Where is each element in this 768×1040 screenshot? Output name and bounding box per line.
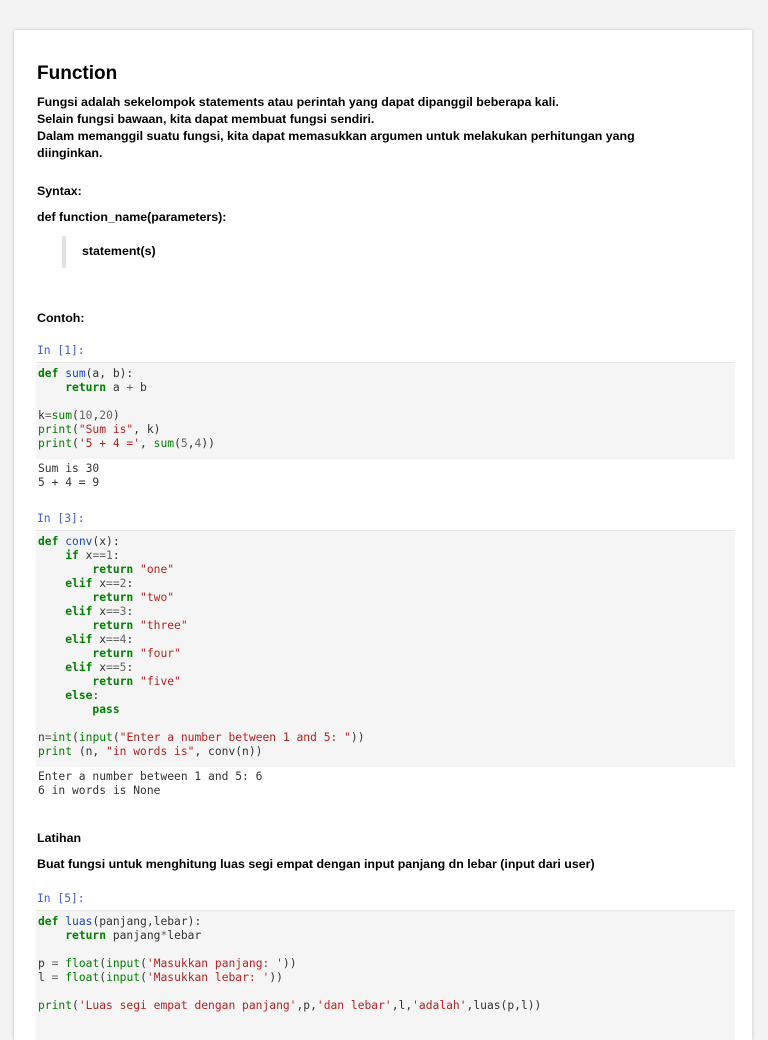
intro-line: Dalam memanggil suatu fungsi, kita dapat memasukkan argumen untuk melakukan perhitungan yang	[37, 129, 635, 143]
cell-output	[38, 462, 99, 490]
intro-paragraph	[37, 94, 737, 162]
syntax-def: def function_name(parameters):	[37, 210, 227, 224]
code-cell[interactable]: def luas(panjang,lebar): return panjang*lebar p = float(input('Masukkan panjang: ')) l = float(input('Masukkan lebar: ')) print('Luas segi empat dengan panjang',p,'dan lebar',l,'adalah',luas(p,l))	[36, 910, 735, 1040]
cell-output	[38, 770, 262, 798]
output-line: 6 in words is None	[38, 784, 161, 797]
cell-prompt: In [5]:	[37, 892, 85, 905]
intro-line: Selain fungsi bawaan, kita dapat membuat fungsi sendiri.	[37, 112, 375, 126]
code-cell[interactable]: def sum(a, b): return a + b k=sum(10,20) print("Sum is", k) print('5 + 4 =', sum(5,4))	[36, 362, 735, 459]
code-cell[interactable]: def conv(x): if x==1: return "one" elif x==2: return "two" elif x==3: return "three" elif x==4: return "four" elif x==5: return "five" else: pass n=int(input("Enter a number between 1 and 5: ")) print (n, "in words is", conv(n))	[36, 530, 735, 767]
output-line: Sum is 30	[38, 462, 100, 475]
contoh-heading: Contoh:	[37, 311, 85, 325]
intro-line: Fungsi adalah sekelompok statements atau perintah yang dapat dipanggil beberapa kali.	[37, 95, 559, 109]
page-title: Function	[37, 63, 118, 84]
cell-prompt: In [1]:	[37, 344, 85, 357]
cell-prompt: In [3]:	[37, 512, 85, 525]
notebook-page	[14, 30, 752, 1040]
syntax-body: statement(s)	[82, 244, 156, 258]
intro-line: diinginkan.	[37, 146, 103, 160]
latihan-task: Buat fungsi untuk menghitung luas segi empat dengan input panjang dn lebar (input dari user)	[37, 857, 595, 871]
blockquote-bar	[62, 236, 66, 268]
latihan-heading: Latihan	[37, 831, 82, 845]
output-line: 5 + 4 = 9	[38, 476, 100, 489]
output-line: Enter a number between 1 and 5: 6	[38, 770, 263, 783]
syntax-heading: Syntax:	[37, 184, 82, 198]
